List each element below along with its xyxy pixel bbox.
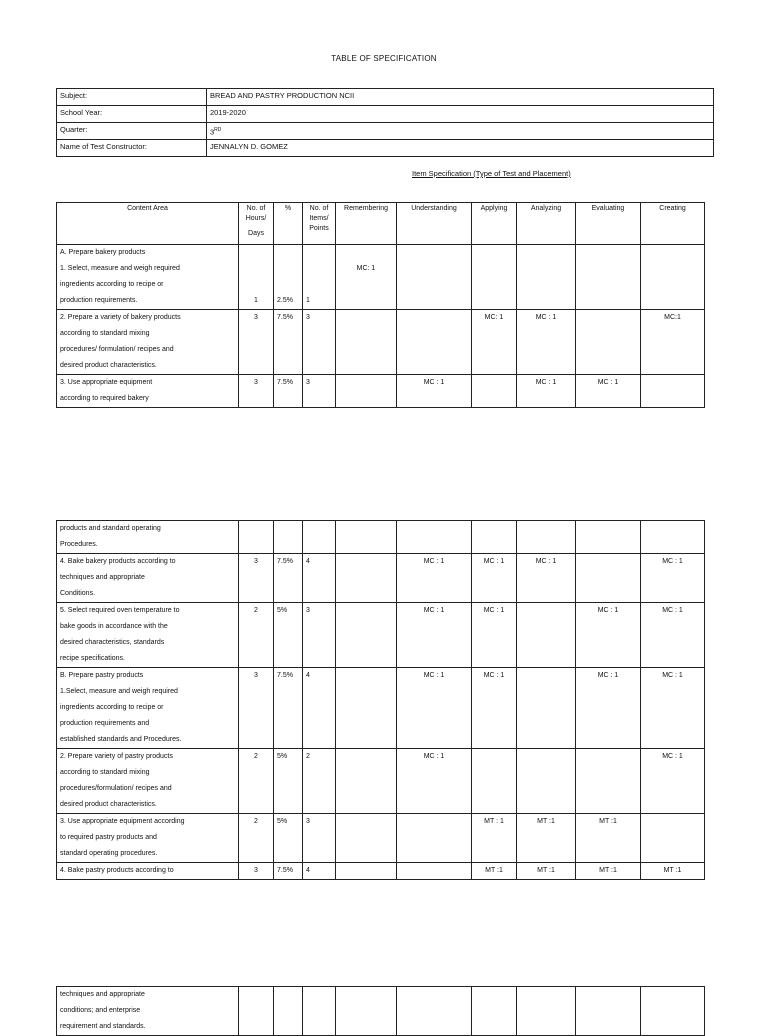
evaluating-cell: MC : 1 — [576, 668, 641, 749]
remembering-cell — [336, 863, 397, 880]
content-area-line: techniques and appropriate — [60, 991, 145, 998]
hours-cell: 1 — [239, 245, 274, 310]
content-area-line: bake goods in accordance with the — [60, 623, 168, 630]
content-area-line: products and standard operating — [60, 525, 161, 532]
content-area-line: desired characteristics, standards — [60, 639, 165, 646]
document-title: TABLE OF SPECIFICATION — [331, 54, 437, 63]
analyzing-cell — [517, 603, 576, 668]
content-area-line: Conditions. — [60, 590, 96, 597]
remembering-cell — [336, 375, 397, 408]
items-cell: 3 — [303, 375, 336, 408]
content-area-cell — [57, 603, 239, 668]
table-row — [57, 310, 705, 375]
content-area-line: A. Prepare bakery products — [60, 249, 146, 256]
analyzing-cell: MC : 1 — [517, 554, 576, 603]
content-area-line: ingredients according to recipe or — [60, 704, 164, 711]
header-hours — [239, 203, 274, 245]
header-applying: Applying — [472, 203, 517, 245]
remembering-cell — [336, 749, 397, 814]
remembering-cell — [336, 603, 397, 668]
content-area-line: established standards and Procedures. — [60, 736, 182, 743]
creating-cell: MC : 1 — [641, 749, 705, 814]
content-area-line: 3. Use appropriate equipment according — [60, 818, 185, 825]
applying-cell: MC : 1 — [472, 554, 517, 603]
content-area-line: according to standard mixing — [60, 769, 150, 776]
content-area-line: desired product characteristics. — [60, 362, 157, 369]
spec-table-page-3 — [56, 986, 705, 1036]
evaluating-cell: MC : 1 — [576, 603, 641, 668]
analyzing-cell — [517, 245, 576, 310]
creating-cell: MT :1 — [641, 863, 705, 880]
header-row — [57, 203, 705, 245]
applying-cell — [472, 749, 517, 814]
items-cell — [303, 521, 336, 554]
hours-cell: 3 — [239, 863, 274, 880]
evaluating-cell — [576, 521, 641, 554]
remembering-cell — [336, 521, 397, 554]
applying-cell — [472, 245, 517, 310]
table-row — [57, 749, 705, 814]
info-row-constructor — [57, 140, 714, 157]
info-label: Name of Test Constructor: — [57, 140, 207, 157]
content-area-cell — [57, 245, 239, 310]
creating-cell — [641, 375, 705, 408]
table-row — [57, 987, 705, 1036]
understanding-cell: MC : 1 — [397, 554, 472, 603]
item-spec-heading: Item Specification (Type of Test and Placement) — [412, 169, 571, 178]
evaluating-cell: MC : 1 — [576, 375, 641, 408]
content-area-line: standard operating procedures. — [60, 850, 158, 857]
evaluating-cell: MT :1 — [576, 814, 641, 863]
header-hours-line: No. of — [246, 205, 266, 212]
applying-cell — [472, 987, 517, 1036]
analyzing-cell: MT :1 — [517, 814, 576, 863]
remembering-cell — [336, 310, 397, 375]
content-area-line: 5. Select required oven temperature to — [60, 607, 180, 614]
items-cell: 4 — [303, 554, 336, 603]
spec-body-page-1 — [57, 245, 705, 408]
header-hours-line: Days — [248, 230, 264, 237]
analyzing-cell — [517, 987, 576, 1036]
items-cell: 4 — [303, 863, 336, 880]
hours-cell: 3 — [239, 375, 274, 408]
understanding-cell: MC : 1 — [397, 749, 472, 814]
remembering-cell: MC: 1 — [336, 245, 397, 310]
applying-cell: MT : 1 — [472, 814, 517, 863]
understanding-cell — [397, 245, 472, 310]
percent-cell: 7.5% — [274, 668, 303, 749]
content-area-line: 1. Select, measure and weigh required — [60, 265, 180, 272]
spec-table-page-1 — [56, 202, 705, 408]
info-row-school-year — [57, 106, 714, 123]
percent-cell: 5% — [274, 814, 303, 863]
content-area-line: to required pastry products and — [60, 834, 157, 841]
percent-cell: 7.5% — [274, 554, 303, 603]
content-area-cell — [57, 863, 239, 880]
content-area-line: according to standard mixing — [60, 330, 150, 337]
remembering-cell — [336, 987, 397, 1036]
remembering-cell — [336, 668, 397, 749]
content-area-line: 1.Select, measure and weigh required — [60, 688, 178, 695]
percent-cell — [274, 987, 303, 1036]
content-area-line: requirement and standards. — [60, 1023, 146, 1030]
creating-cell: MC:1 — [641, 310, 705, 375]
content-area-cell — [57, 554, 239, 603]
creating-cell — [641, 521, 705, 554]
header-items-line: No. of — [309, 205, 329, 212]
header-items-line: Points — [309, 225, 329, 232]
items-cell: 3 — [303, 814, 336, 863]
understanding-cell — [397, 987, 472, 1036]
content-area-line: desired product characteristics. — [60, 801, 157, 808]
remembering-cell — [336, 814, 397, 863]
hours-cell: 3 — [239, 668, 274, 749]
content-area-cell — [57, 375, 239, 408]
info-value: BREAD AND PASTRY PRODUCTION NCII — [207, 89, 714, 106]
info-value: JENNALYN D. GOMEZ — [207, 140, 714, 157]
content-area-cell — [57, 987, 239, 1036]
table-row — [57, 521, 705, 554]
understanding-cell — [397, 814, 472, 863]
table-row — [57, 603, 705, 668]
applying-cell: MC: 1 — [472, 310, 517, 375]
hours-cell — [239, 987, 274, 1036]
analyzing-cell — [517, 668, 576, 749]
creating-cell: MC : 1 — [641, 668, 705, 749]
info-value: 3 — [210, 127, 215, 137]
header-items-line: Items/ — [309, 215, 329, 222]
info-label: Subject: — [57, 89, 207, 106]
hours-cell — [239, 521, 274, 554]
info-row-quarter — [57, 123, 714, 140]
creating-cell — [641, 245, 705, 310]
creating-cell — [641, 987, 705, 1036]
content-area-cell — [57, 749, 239, 814]
table-row — [57, 668, 705, 749]
header-content-area: Content Area — [57, 203, 239, 245]
table-row — [57, 814, 705, 863]
understanding-cell — [397, 521, 472, 554]
evaluating-cell — [576, 245, 641, 310]
ordinal-suffix: RD — [214, 127, 222, 133]
remembering-cell — [336, 554, 397, 603]
percent-cell: 7.5% — [274, 863, 303, 880]
analyzing-cell: MC : 1 — [517, 310, 576, 375]
understanding-cell: MC : 1 — [397, 375, 472, 408]
items-cell: 3 — [303, 603, 336, 668]
analyzing-cell: MC : 1 — [517, 375, 576, 408]
understanding-cell: MC : 1 — [397, 603, 472, 668]
header-remembering: Remembering — [336, 203, 397, 245]
header-creating: Creating — [641, 203, 705, 245]
evaluating-cell: MT :1 — [576, 863, 641, 880]
creating-cell: MC : 1 — [641, 554, 705, 603]
content-area-line: production requirements and — [60, 720, 150, 727]
percent-cell: 7.5% — [274, 310, 303, 375]
info-table — [56, 88, 714, 157]
evaluating-cell — [576, 749, 641, 814]
content-area-cell — [57, 668, 239, 749]
analyzing-cell — [517, 521, 576, 554]
applying-cell: MC : 1 — [472, 603, 517, 668]
creating-cell — [641, 814, 705, 863]
table-row — [57, 863, 705, 880]
table-row — [57, 245, 705, 310]
percent-cell: 5% — [274, 603, 303, 668]
content-area-line: 4. Bake pastry products according to — [60, 867, 174, 874]
percent-cell: 2.5% — [274, 245, 303, 310]
info-row-subject — [57, 89, 714, 106]
evaluating-cell — [576, 310, 641, 375]
content-area-line: production requirements. — [60, 297, 138, 304]
hours-cell: 2 — [239, 749, 274, 814]
content-area-line: techniques and appropriate — [60, 574, 145, 581]
items-cell: 4 — [303, 668, 336, 749]
content-area-line: B. Prepare pastry products — [60, 672, 144, 679]
items-cell: 2 — [303, 749, 336, 814]
analyzing-cell: MT :1 — [517, 863, 576, 880]
content-area-cell — [57, 521, 239, 554]
info-value-cell — [207, 123, 714, 140]
header-understanding: Understanding — [397, 203, 472, 245]
hours-cell: 2 — [239, 814, 274, 863]
understanding-cell — [397, 863, 472, 880]
hours-cell: 3 — [239, 310, 274, 375]
header-percent: % — [274, 203, 303, 245]
header-analyzing: Analyzing — [517, 203, 576, 245]
content-area-line: procedures/formulation/ recipes and — [60, 785, 172, 792]
content-area-line: Procedures. — [60, 541, 98, 548]
content-area-line: according to required bakery — [60, 395, 149, 402]
applying-cell — [472, 521, 517, 554]
understanding-cell — [397, 310, 472, 375]
header-hours-line: Hours/ — [245, 215, 267, 222]
content-area-line: ingredients according to recipe or — [60, 281, 164, 288]
hours-cell: 2 — [239, 603, 274, 668]
hours-cell: 3 — [239, 554, 274, 603]
content-area-cell — [57, 310, 239, 375]
applying-cell — [472, 375, 517, 408]
evaluating-cell — [576, 554, 641, 603]
content-area-line: recipe specifications. — [60, 655, 125, 662]
spec-body-page-2 — [57, 521, 705, 880]
percent-cell — [274, 521, 303, 554]
info-value: 2019-2020 — [207, 106, 714, 123]
percent-cell: 7.5% — [274, 375, 303, 408]
content-area-line: 2. Prepare a variety of bakery products — [60, 314, 181, 321]
applying-cell: MC : 1 — [472, 668, 517, 749]
content-area-line: 2. Prepare variety of pastry products — [60, 753, 173, 760]
table-row — [57, 375, 705, 408]
content-area-cell — [57, 814, 239, 863]
creating-cell: MC : 1 — [641, 603, 705, 668]
evaluating-cell — [576, 987, 641, 1036]
content-area-line: procedures/ formulation/ recipes and — [60, 346, 174, 353]
applying-cell: MT :1 — [472, 863, 517, 880]
header-items — [303, 203, 336, 245]
content-area-line: 3. Use appropriate equipment — [60, 379, 153, 386]
understanding-cell: MC : 1 — [397, 668, 472, 749]
info-label: School Year: — [57, 106, 207, 123]
table-row — [57, 554, 705, 603]
spec-body-page-3 — [57, 987, 705, 1036]
content-area-line: conditions; and enterprise — [60, 1007, 141, 1014]
content-area-line: 4. Bake bakery products according to — [60, 558, 176, 565]
info-label: Quarter: — [57, 123, 207, 140]
analyzing-cell — [517, 749, 576, 814]
spec-table-page-2 — [56, 520, 705, 880]
items-cell — [303, 987, 336, 1036]
header-evaluating: Evaluating — [576, 203, 641, 245]
items-cell: 3 — [303, 310, 336, 375]
percent-cell: 5% — [274, 749, 303, 814]
items-cell: 1 — [303, 245, 336, 310]
